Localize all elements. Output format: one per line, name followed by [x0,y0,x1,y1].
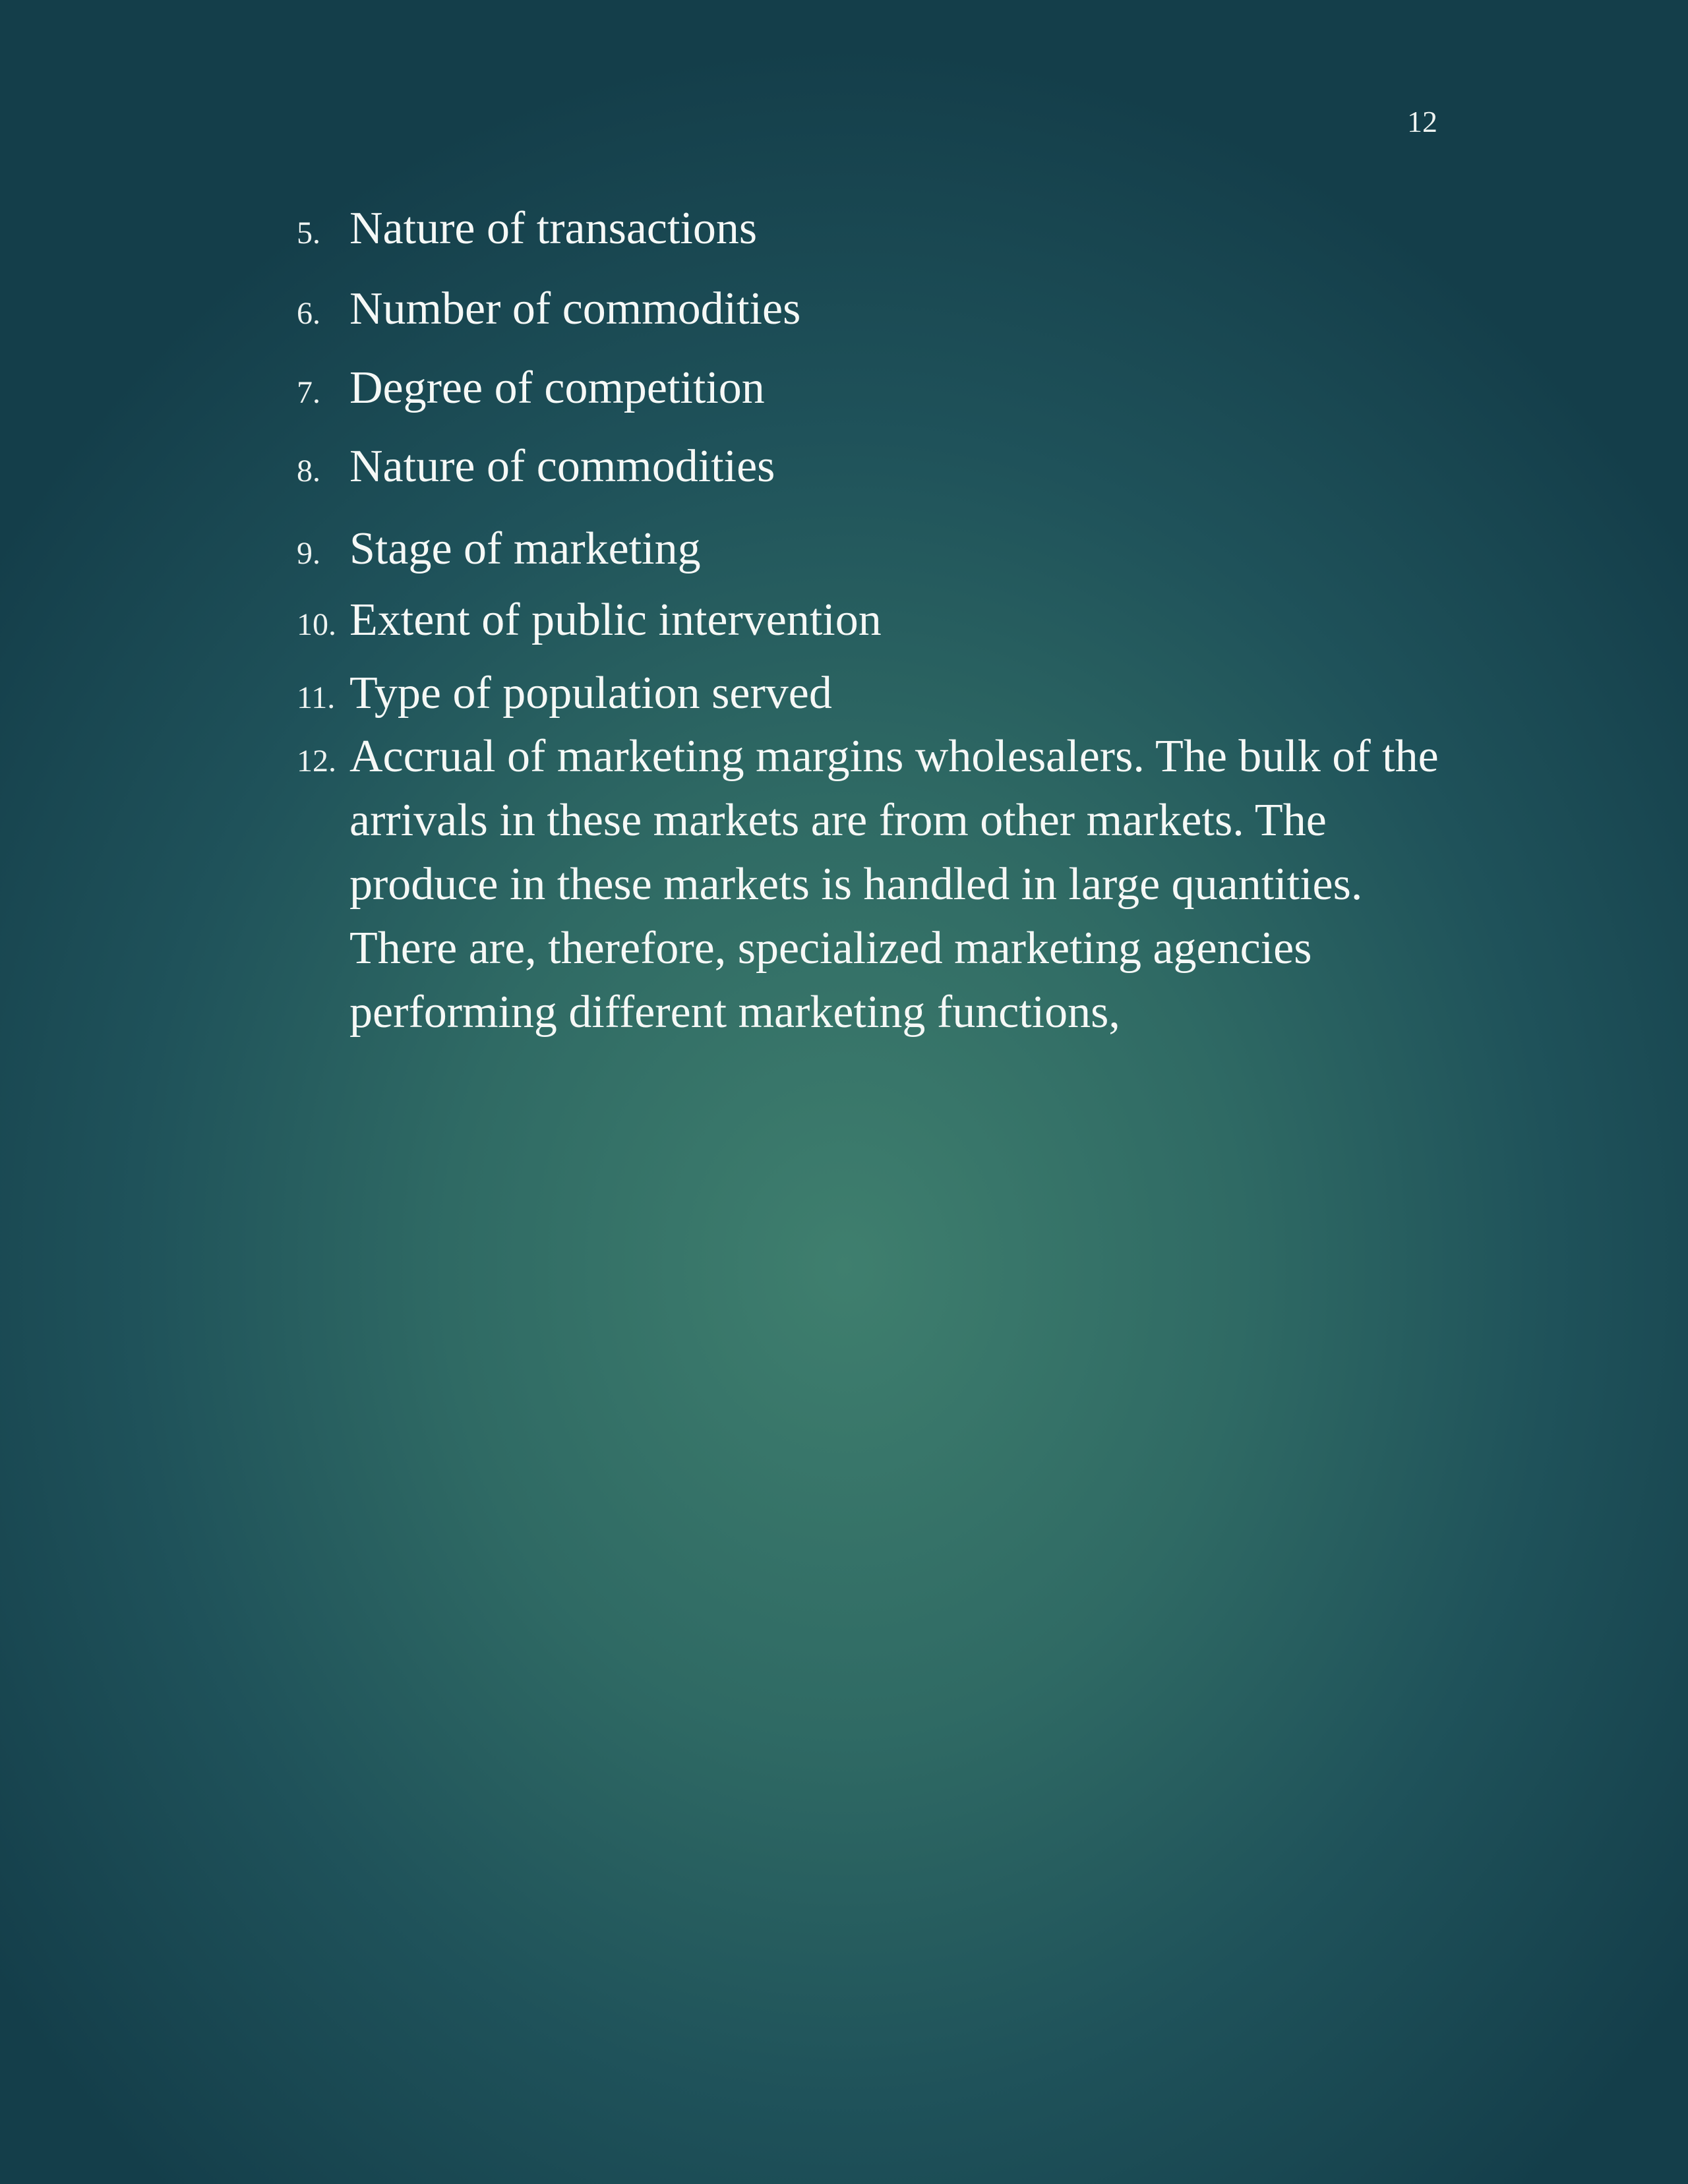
list-item-number: 7. [297,375,320,410]
list-item-text: Nature of commodities [349,441,775,492]
list-item [297,661,1457,725]
list-item-text: Nature of transactions [349,203,758,254]
list-item-number: 12. [297,744,336,779]
list-item-number: 8. [297,454,320,488]
page-number: 12 [1407,105,1437,138]
list-item-number: 5. [297,216,320,251]
list-item-text: Extent of public intervention [349,595,882,645]
list-item-number: 6. [297,296,320,331]
list-item-text: Degree of competition [349,363,765,413]
list-item [297,356,1457,420]
list-item-text: Stage of marketing [349,523,701,574]
list-item-number: 10. [297,607,336,642]
list-item-text: Number of commodities [349,283,801,334]
list-item [297,588,1457,652]
list-item-text: Accrual of marketing margins wholesalers. The bulk of the arrivals in these markets are from other markets. The produce in these markets is handled in large quantities. There are, therefore, specialized marketing agencies performing different marketing functions, [349,731,1439,1038]
list-item-number: 11. [297,680,336,715]
list-item [297,196,1457,260]
list-item [297,517,1457,581]
list-item [297,434,1457,498]
list-item [297,277,1457,341]
list-item [297,724,1457,1044]
list-item-number: 9. [297,536,320,571]
list-item-text: Type of population served [349,668,832,719]
